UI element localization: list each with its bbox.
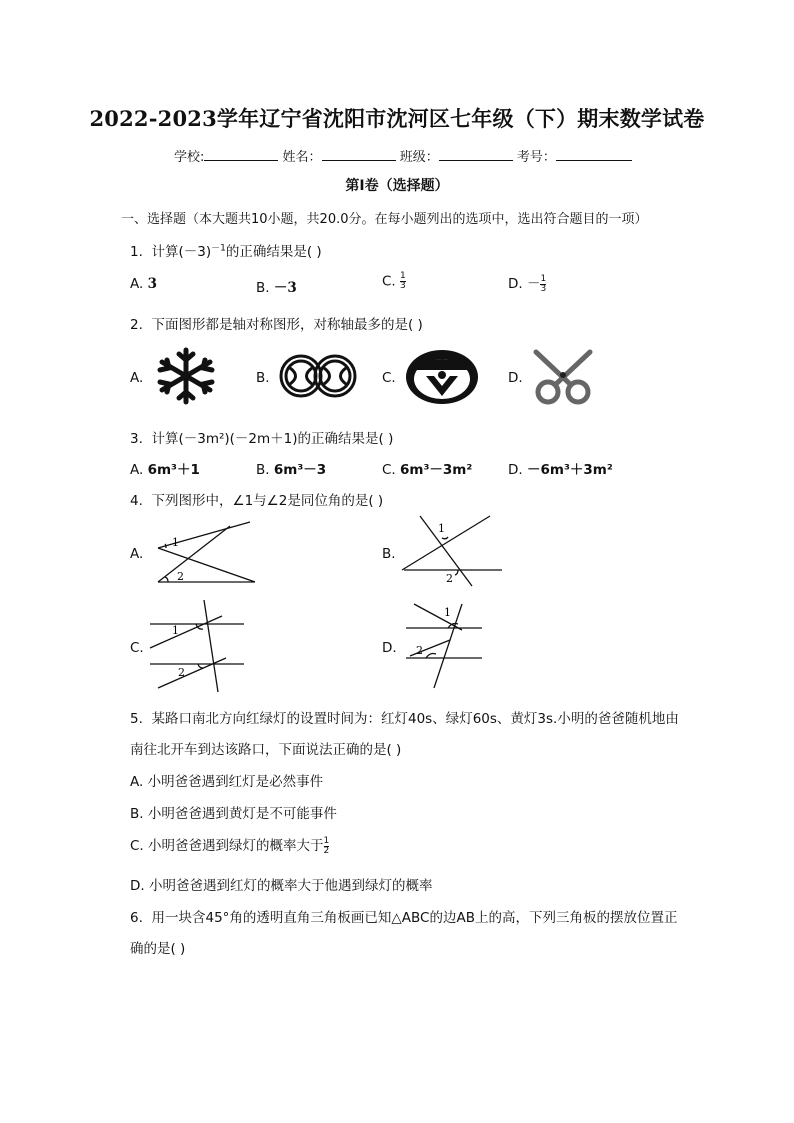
angle-2-label: 2 [177,570,184,583]
figure-a [150,518,260,592]
q3-option-d[interactable] [508,458,613,478]
option-label: D. [508,276,523,292]
question-text: 的正确结果是( ) [225,244,322,260]
option-label: B. [256,280,270,296]
figure-c [148,598,248,698]
school-label: 学校: [174,150,205,165]
question-text: 下面图形都是轴对称图形，对称轴最多的是( ) [151,317,423,333]
option-label: A. [130,774,144,790]
option-label: B. [130,806,144,822]
q3-option-b[interactable] [256,458,326,478]
option-value: 小明爸爸遇到红灯是必然事件 [147,774,324,790]
q4-option-b[interactable] [382,546,396,562]
option-value: 6m³－3m² [400,462,473,478]
question-6-line-1 [130,906,677,926]
option-value: 小明爸爸遇到绿灯的概率大于 [148,838,324,854]
q5-option-d[interactable] [130,874,432,894]
question-5-line-1 [130,707,679,727]
question-6-line-2 [130,937,185,957]
option-label: C. [382,462,396,478]
numerator: 1 [540,273,547,284]
angle-1-label: 1 [438,522,445,535]
figure-d [400,600,490,694]
option-value: 小明爸爸遇到红灯的概率大于他遇到绿灯的概率 [148,878,433,894]
denominator: 2 [323,845,330,856]
q2-option-a[interactable] [130,370,143,386]
question-text: 用一块含45°角的透明直角三角板画已知△ABC的边AB上的高，下列三角板的摆放位置正 [151,910,678,926]
option-label: A. [130,370,144,386]
question-number: 1. [130,244,143,260]
question-5-line-2 [130,738,401,758]
option-label: B. [382,546,396,562]
option-label: B. [256,462,270,478]
option-value: －3 [273,280,297,296]
double-ring-icon [278,354,358,402]
question-number: 2. [130,317,143,333]
q5-option-c[interactable] [130,834,329,856]
q4-option-d[interactable] [382,640,397,656]
question-3 [130,427,393,447]
option-prefix: － [526,276,541,292]
question-4 [130,489,383,509]
angle-2-label: 2 [178,666,185,679]
name-blank[interactable] [322,148,396,161]
emblem-icon [404,348,480,410]
q5-option-b[interactable] [130,802,337,822]
q3-option-c[interactable] [382,458,472,478]
exam-no-label: 考号： [516,150,556,165]
q1-option-a[interactable] [130,276,157,292]
page-title: 2022-2023学年辽宁省沈阳市沈河区七年级（下）期末数学试卷 [89,106,705,131]
q1-option-b[interactable] [256,276,297,296]
numerator: 1 [323,835,330,846]
option-label: A. [130,462,144,478]
option-value: 3 [147,276,157,292]
question-number: 3. [130,431,143,447]
question-1 [130,240,322,260]
angle-2-label: 2 [446,572,453,585]
q4-option-a[interactable] [130,546,143,562]
option-label: C. [382,370,396,386]
q5-option-a[interactable] [130,770,323,790]
question-text: 确的是( ) [130,941,186,957]
q2-option-c[interactable] [382,370,396,386]
angle-2-label: 2 [416,644,423,657]
question-sup: －1 [211,243,226,254]
q1-option-c[interactable] [382,272,406,291]
question-text: 下列图形中，∠1与∠2是同位角的是( ) [151,493,384,509]
option-value: 6m³＋1 [147,462,200,478]
angle-1-label: 1 [444,606,451,619]
name-label: 姓名： [282,150,322,165]
question-2 [130,313,423,333]
option-label: C. [130,640,144,656]
fraction [324,837,330,856]
denominator: 3 [540,283,547,294]
q1-option-d[interactable] [508,272,546,294]
numerator: 1 [400,271,406,281]
question-number: 6. [130,910,143,926]
option-value: 小明爸爸遇到黄灯是不可能事件 [147,806,337,822]
section-title: 一、选择题（本大题共10小题，共20.0分。在每小题列出的选项中，选出符合题目的一项） [121,212,648,227]
student-info-row [174,146,632,165]
option-label: D. [130,878,145,894]
denominator: 3 [400,281,406,291]
question-text: 计算(－3m²)(－2m＋1)的正确结果是( ) [151,431,394,447]
option-label: C. [130,838,144,854]
class-blank[interactable] [439,148,513,161]
option-value: －6m³＋3m² [526,462,613,478]
question-text: 计算(－3) [151,244,212,260]
angle-1-label: 1 [172,536,179,549]
option-label: A. [130,276,144,292]
part-title: 第I卷（选择题） [345,178,449,194]
option-label: C. [382,273,396,290]
q2-option-d[interactable] [508,370,523,386]
angle-1-label: 1 [172,624,179,637]
q2-option-b[interactable] [256,370,270,386]
option-label: A. [130,546,144,562]
q3-option-a[interactable] [130,458,200,478]
option-label: D. [382,640,397,656]
option-label: D. [508,370,523,386]
question-text: 南往北开车到达该路口，下面说法正确的是( ) [130,742,402,758]
question-text: 某路口南北方向红绿灯的设置时间为：红灯40s、绿灯60s、黄灯3s.小明的爸爸随机地由 [151,711,679,727]
exam-no-blank[interactable] [556,148,632,161]
question-number: 5. [130,711,143,727]
scissors-icon [530,346,596,410]
figure-b [400,512,506,592]
snowflake-icon [152,346,220,410]
fraction [540,275,546,294]
fraction [400,272,406,291]
option-label: D. [508,462,523,478]
school-blank[interactable] [204,148,278,161]
option-label: B. [256,370,270,386]
option-value: 6m³－3 [273,462,327,478]
q4-option-c[interactable] [130,640,144,656]
question-number: 4. [130,493,143,509]
class-label: 班级： [399,150,439,165]
